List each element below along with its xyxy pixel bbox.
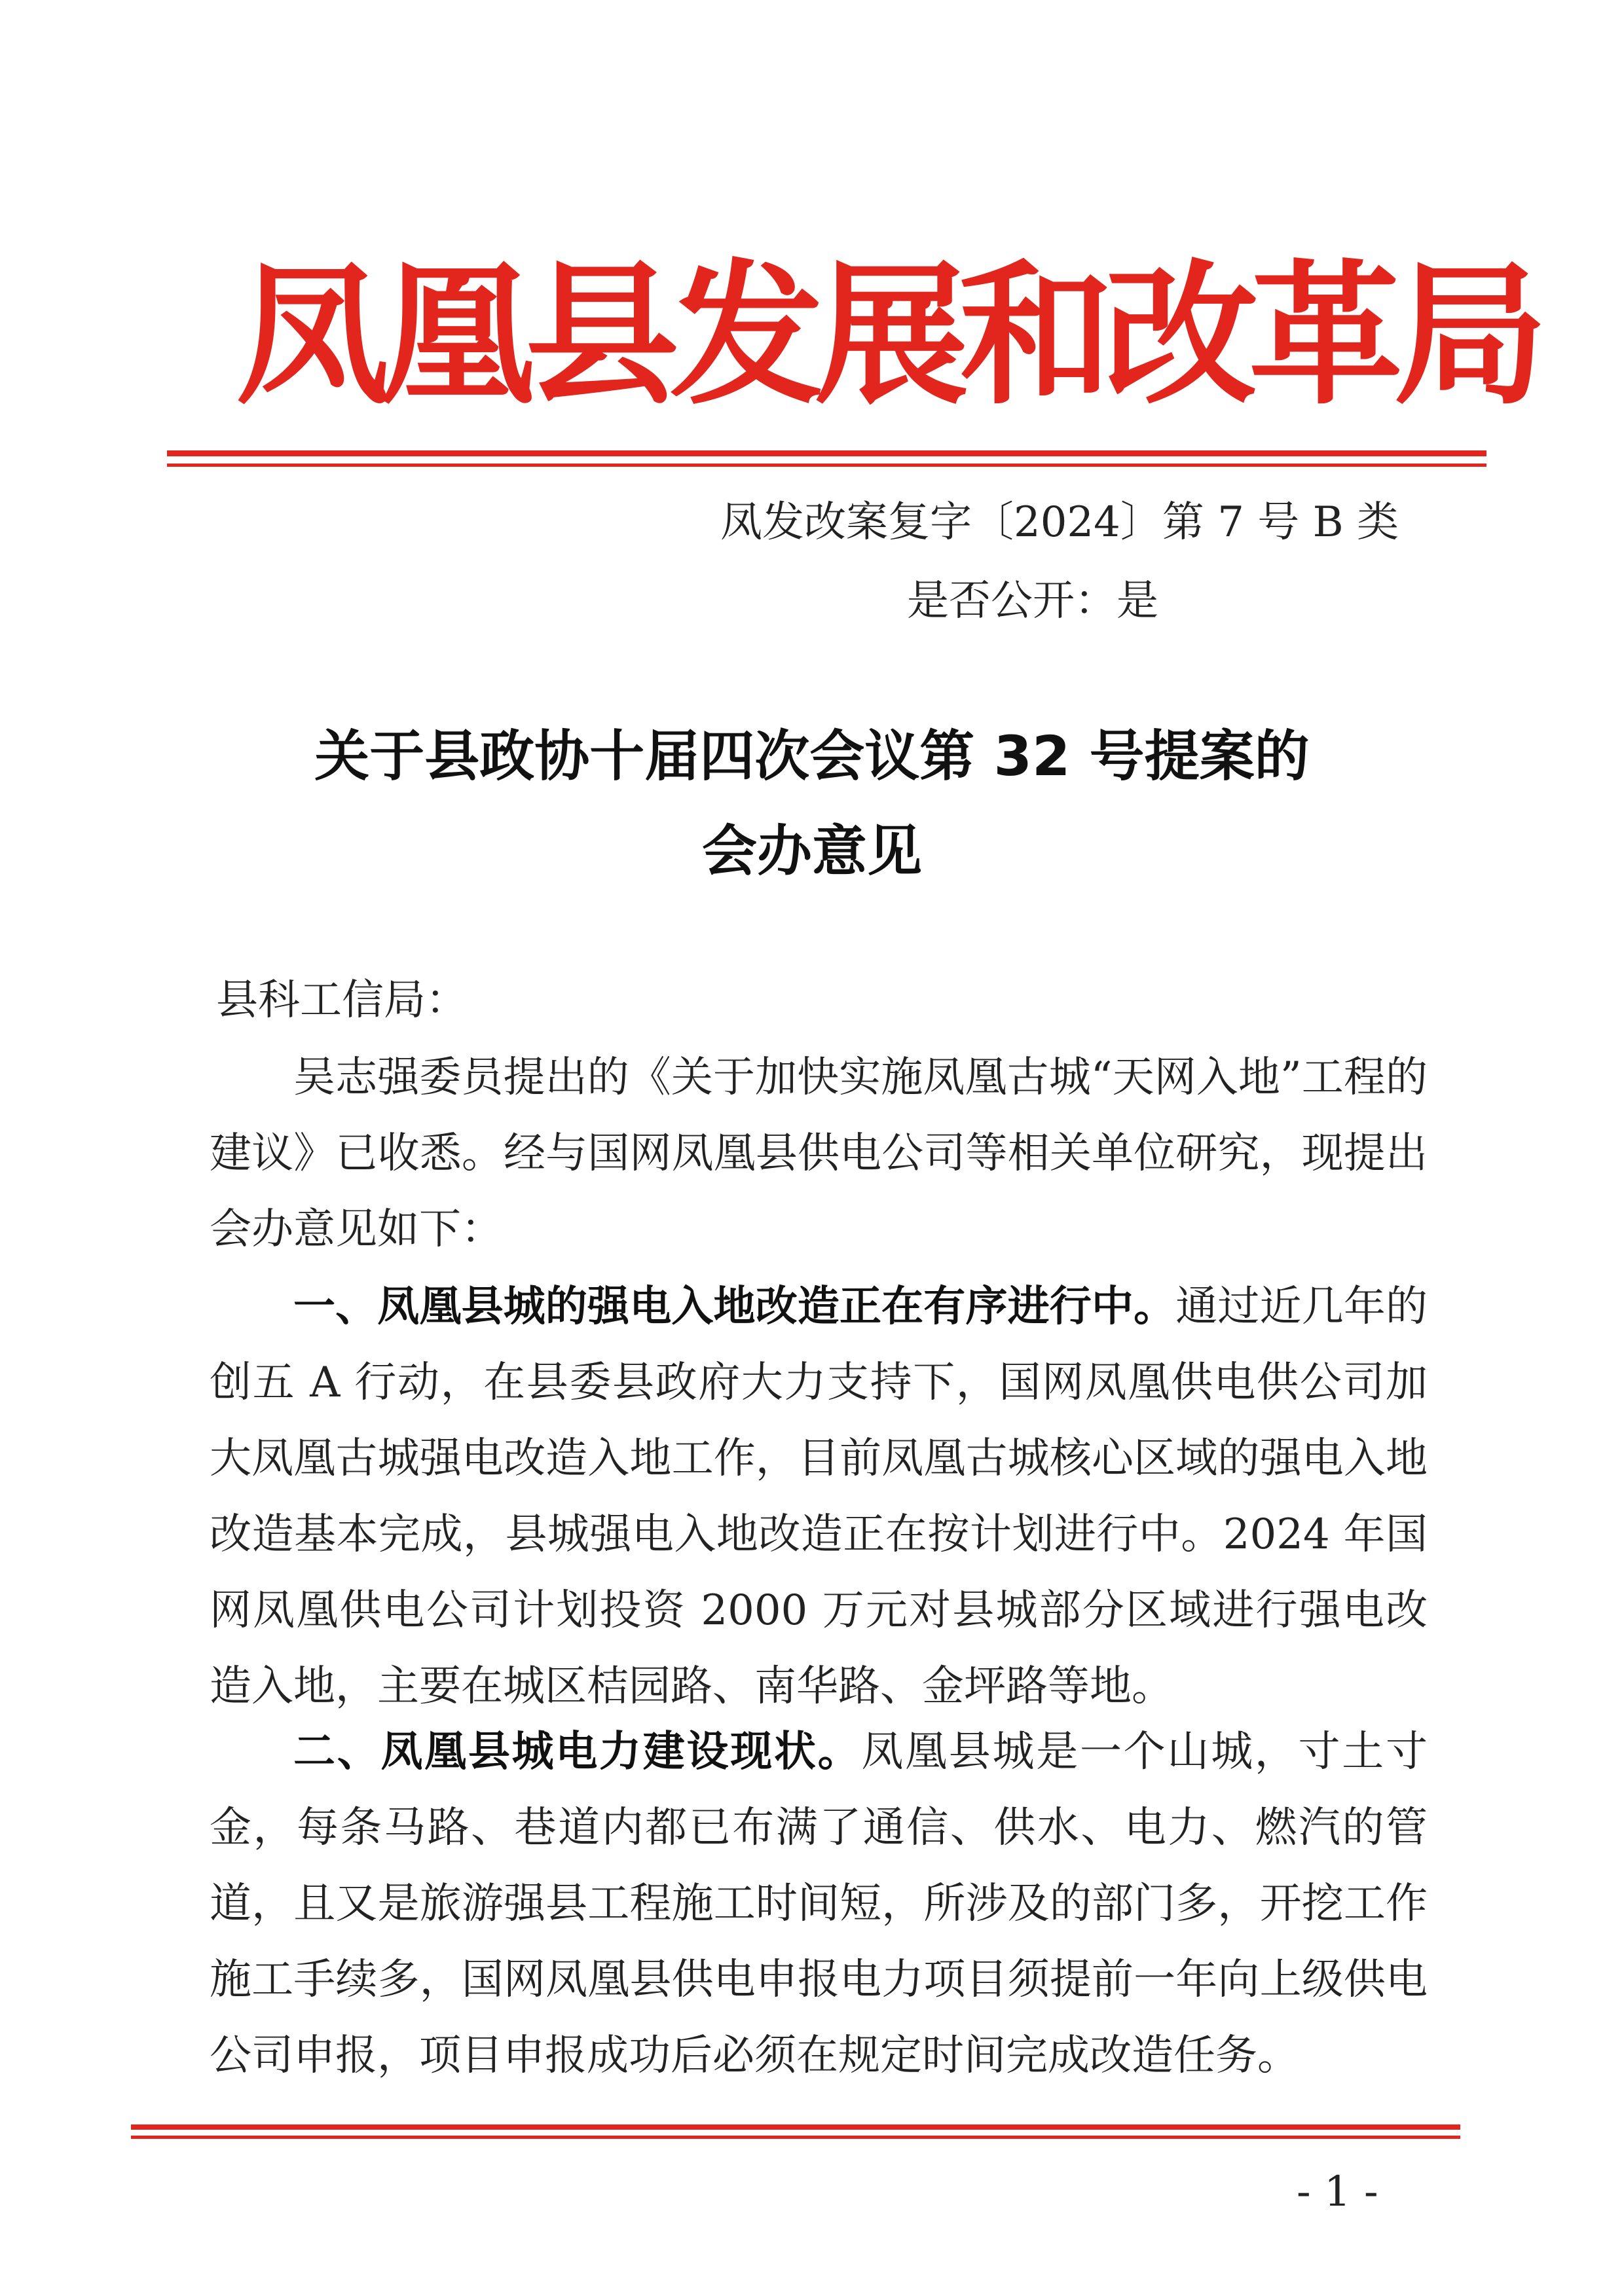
footer-red-rule-thick <box>131 2124 1460 2130</box>
header-red-rule-thick <box>167 450 1486 456</box>
document-number: 凤发改案复字〔2024〕第 7 号 B 类 <box>720 498 1399 547</box>
document-title-line-1: 关于县政协十届四次会议第 32 号提案的 <box>314 724 1310 788</box>
paragraph-section-1 <box>210 1269 1428 1724</box>
paragraph-intro <box>210 1040 1428 1267</box>
section-1-heading: 一、凤凰县城的强电入地改造正在有序进行中。 <box>293 1283 1176 1331</box>
paragraph-section-2-text <box>210 1714 1428 2094</box>
org-header-title: 凤凰县发展和改革局 <box>236 245 1538 426</box>
paragraph-intro-text: 吴志强委员提出的《关于加快实施凤凰古城“天网入地”工程的建议》已收悉。经与国网凤凰县供电公司等相关单位研究，现提出会办意见如下： <box>210 1053 1428 1254</box>
header-red-rule-thin <box>167 464 1486 467</box>
page-number: - 1 - <box>1297 2168 1378 2216</box>
public-disclosure-flag: 是否公开：是 <box>907 577 1158 625</box>
section-2-body: 凤凰县城是一个山城，寸土寸金，每条马路、巷道内都已布满了通信、供水、电力、燃汽的管道，且又是旅游强县工程施工时间短，所涉及的部门多，开挖工作施工手续多，国网凤凰县供电申报电力项目须提前一年向上级供电公司申报，项目申报成功后必须在规定时间完成改造任务。 <box>210 1728 1428 2080</box>
document-title-line-2: 会办意见 <box>701 819 922 883</box>
paragraph-section-2 <box>210 1714 1428 2094</box>
footer-red-rule-thin <box>131 2136 1460 2139</box>
section-2-heading: 二、凤凰县城电力建设现状。 <box>293 1728 862 1776</box>
paragraph-section-1-text <box>210 1269 1428 1724</box>
salutation: 县科工信局： <box>216 976 468 1025</box>
section-1-body: 通过近几年的创五 A 行动，在县委县政府大力支持下，国网凤凰供电供公司加大凤凰古城强电改造入地工作，目前凤凰古城核心区域的强电入地改造基本完成，县城强电入地改造正在按计划进行中。2024 年国网凤凰供电公司计划投资 2000 万元对县城部分区域进行强电改造入地，主要在城区桔园路、南华路、金坪路等地。 <box>210 1283 1428 1711</box>
